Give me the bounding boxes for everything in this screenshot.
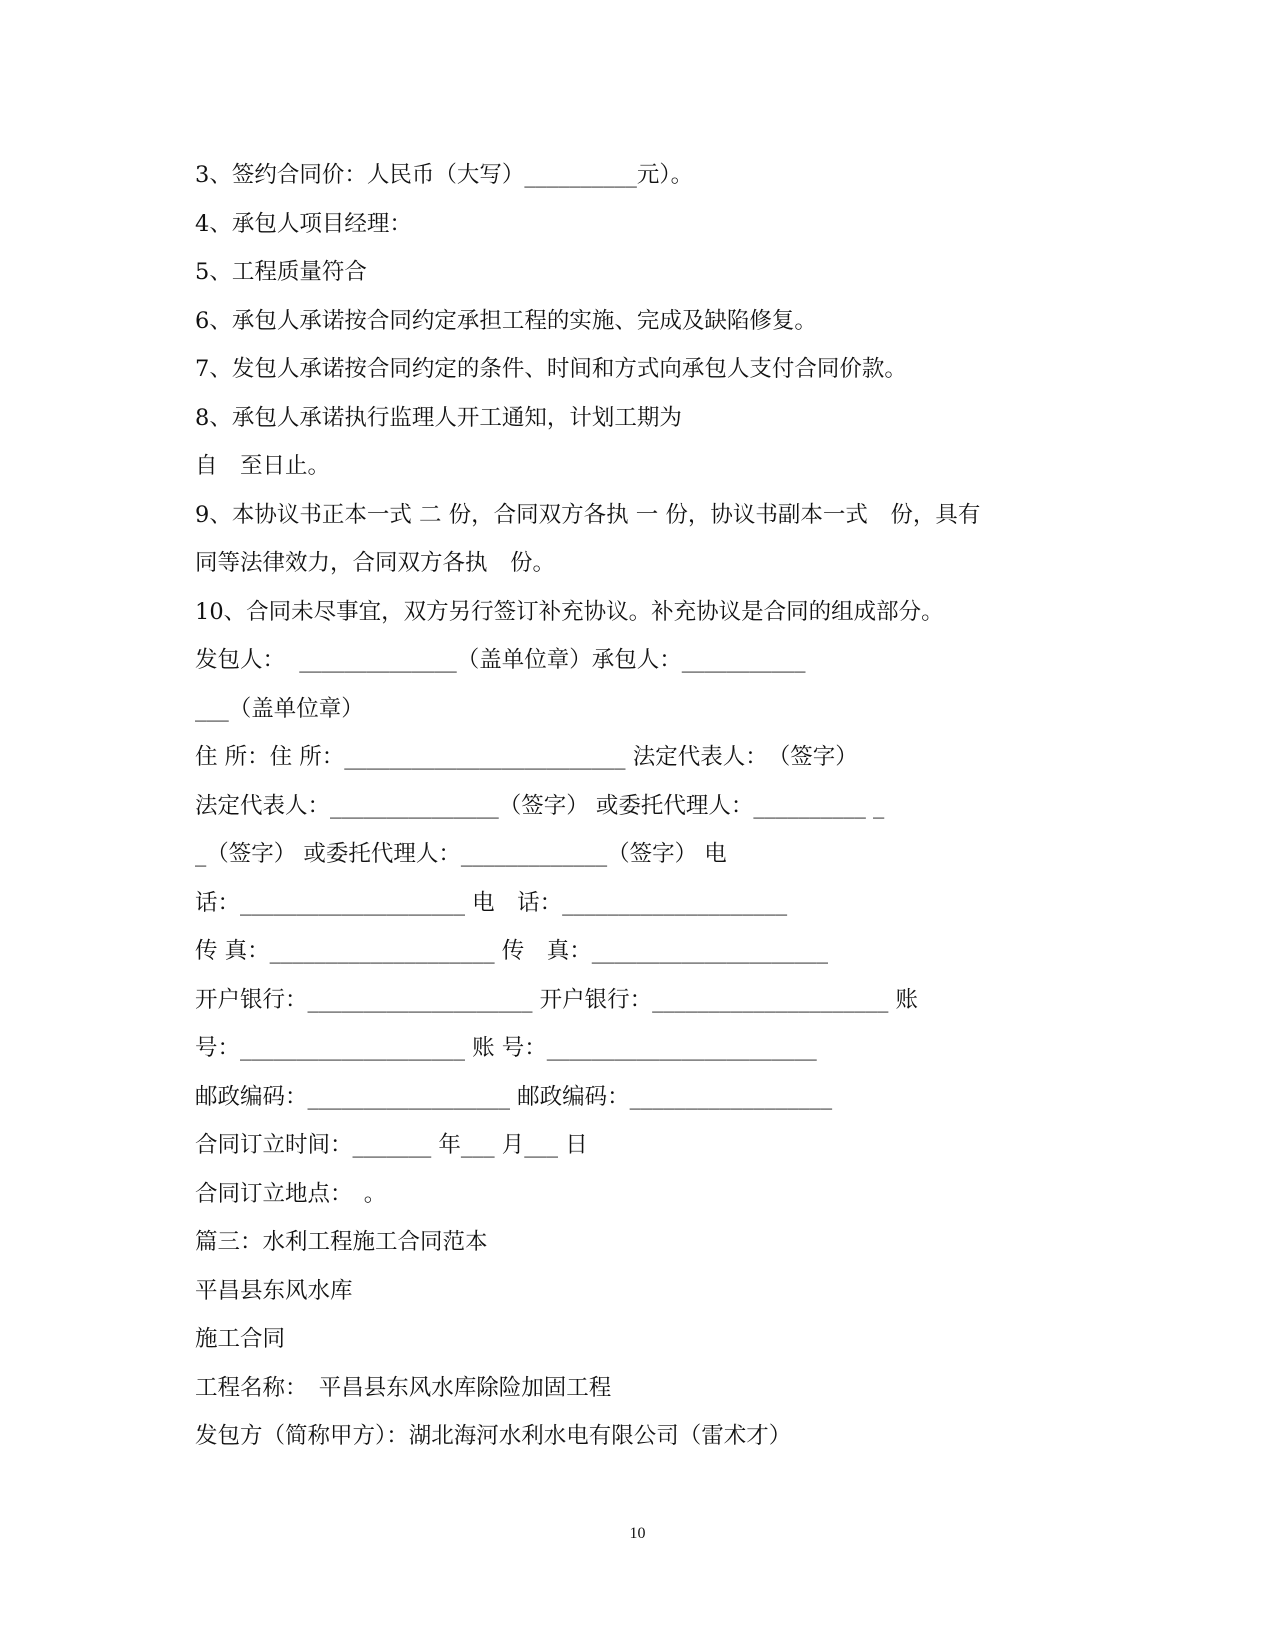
parties-signature-line-continued: ___（盖单位章） bbox=[195, 695, 364, 722]
schedule-line: 8、承包人承诺执行监理人开工通知，计划工期为 bbox=[195, 404, 682, 431]
document-body bbox=[195, 151, 1095, 1461]
project-name-line: 工程名称： 平昌县东风水库除险加固工程 bbox=[195, 1374, 612, 1401]
employer-name-line: 发包方（简称甲方）：湖北海河水利水电有限公司（雷术才） bbox=[195, 1423, 792, 1449]
phone-line: 话：____________________ 电 话：____________________ bbox=[195, 889, 788, 916]
signing-place-line: 合同订立地点： 。 bbox=[195, 1180, 387, 1207]
section-three-heading: 篇三：水利工程施工合同范本 bbox=[195, 1229, 488, 1255]
address-line: 住 所：住 所：_________________________ 法定代表人： （签字） bbox=[195, 744, 858, 770]
contractor-commitment-line: 6、承包人承诺按合同约定承担工程的实施、完成及缺陷修复。 bbox=[195, 307, 817, 334]
signing-date-line: 合同订立时间：_______ 年___ 月___ 日 bbox=[195, 1132, 588, 1158]
parties-signature-line: 发包人： ______________（盖单位章）承包人：___________ bbox=[195, 647, 806, 673]
employer-commitment-line: 7、发包人承诺按合同约定的条件、时间和方式向承包人支付合同价款。 bbox=[195, 356, 907, 382]
quality-line: 5、工程质量符合 bbox=[195, 259, 367, 285]
agent-line: _（签字） 或委托代理人：_____________（签字） 电 bbox=[195, 841, 727, 867]
account-line: 号：____________________ 账 号：________________________ bbox=[195, 1035, 817, 1061]
page-number: 10 bbox=[629, 1525, 646, 1542]
copies-line: 9、本协议书正本一式 二 份，合同双方各执 一 份，协议书副本一式 份，具有 bbox=[195, 501, 981, 528]
copies-line-continued: 同等法律效力，合同双方各执 份。 bbox=[195, 550, 556, 576]
legal-representative-line: 法定代表人：_______________（签字） 或委托代理人：__________ _ bbox=[195, 792, 885, 819]
supplementary-agreement-line: 10、合同未尽事宜，双方另行签订补充协议。补充协议是合同的组成部分。 bbox=[195, 598, 944, 625]
schedule-dates-line: 自 至日止。 bbox=[195, 453, 331, 479]
postal-code-line: 邮政编码：__________________ 邮政编码：__________________ bbox=[195, 1083, 833, 1110]
project-manager-line: 4、承包人项目经理： bbox=[195, 210, 412, 237]
contract-price-line: 3、签约合同价：人民币（大写）__________元）。 bbox=[195, 162, 694, 188]
contract-title-line: 施工合同 bbox=[195, 1326, 286, 1352]
fax-line: 传 真：____________________ 传 真：_____________________ bbox=[195, 938, 829, 964]
bank-line: 开户银行：____________________ 开户银行：_____________________ 账 bbox=[195, 986, 919, 1013]
reservoir-name-line: 平昌县东风水库 bbox=[195, 1277, 353, 1304]
